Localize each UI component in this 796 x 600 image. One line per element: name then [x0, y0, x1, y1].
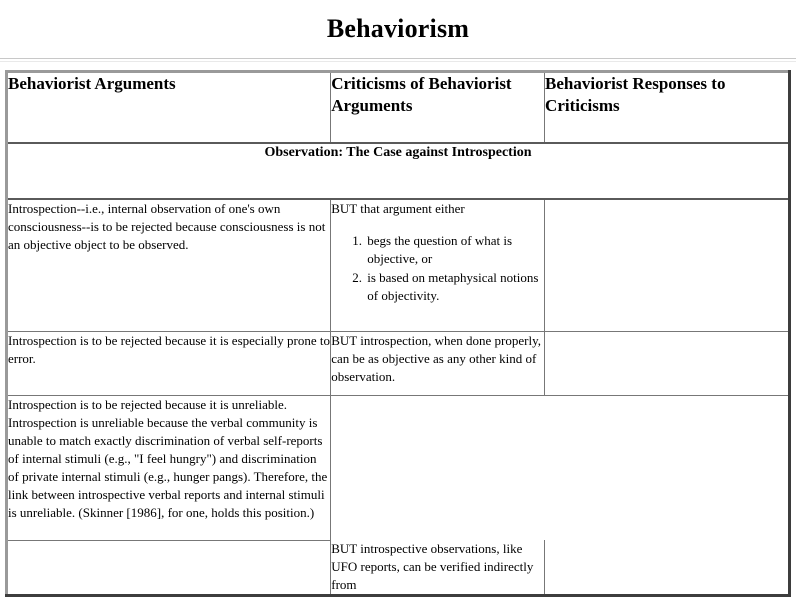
- criticism-cell: [331, 331, 545, 395]
- column-header-responses: [545, 71, 790, 143]
- criticism-cell: [331, 199, 545, 331]
- table-row: [7, 199, 790, 331]
- column-header-behaviorist-arguments: [7, 71, 331, 143]
- argument-text: Introspection is to be rejected because it is unreliable. Introspection is unreliable because the verbal community is unable to match exactly discrimination of verbal self-reports of internal stimuli (e.g., "I feel hungry") and discrimination of private internal stimuli (e.g., hunger pangs). Therefore, the link between introspective verbal reports and internal stimuli is unreliable. (Skinner [1986], for one, holds this position.): [8, 396, 328, 520]
- page-title: Behaviorism: [326, 14, 470, 43]
- section-heading-row: [7, 143, 790, 199]
- criticism-intro-text: BUT that argument either: [331, 201, 465, 217]
- column-header-label: Criticisms of Behaviorist Arguments: [331, 73, 512, 115]
- argument-cell: [7, 395, 331, 540]
- section-heading-cell: [7, 143, 790, 199]
- table-row: [7, 395, 790, 540]
- criticism-list: [331, 232, 544, 305]
- argument-cell: [7, 540, 331, 595]
- criticism-cell: [331, 540, 545, 595]
- spacer: [0, 62, 796, 70]
- title-block: [0, 0, 796, 58]
- criticism-text: BUT introspection, when done properly, can be as objective as any other kind of observation.: [331, 332, 541, 384]
- response-cell: [545, 540, 790, 595]
- column-header-label: Behaviorist Responses to Criticisms: [545, 73, 726, 115]
- table-wrapper: [0, 70, 796, 597]
- argument-text: Introspection is to be rejected because it is especially prone to error.: [8, 332, 330, 366]
- table-header-row: [7, 71, 790, 143]
- response-cell: [545, 199, 790, 331]
- response-cell: [545, 395, 790, 540]
- argument-cell: [7, 331, 331, 395]
- criticism-text: BUT introspective observations, like UFO reports, can be verified indirectly from: [331, 541, 534, 593]
- argument-text: Introspection--i.e., internal observation of one's own consciousness--is to be rejected because consciousness is not an objective object to be observed.: [8, 201, 326, 253]
- behaviorism-table: [5, 70, 791, 597]
- column-header-criticisms: [331, 71, 545, 143]
- table-row: [7, 540, 790, 595]
- column-header-label: Behaviorist Arguments: [8, 73, 176, 93]
- table-row: [7, 331, 790, 395]
- argument-cell: [7, 199, 331, 331]
- list-item: 2. is based on metaphysical notions of objectivity.: [365, 269, 544, 305]
- response-cell: [545, 331, 790, 395]
- criticism-cell: [331, 395, 545, 540]
- list-item: 1. begs the question of what is objective, or: [365, 232, 544, 268]
- section-heading-label: Observation: The Case against Introspection: [264, 145, 532, 161]
